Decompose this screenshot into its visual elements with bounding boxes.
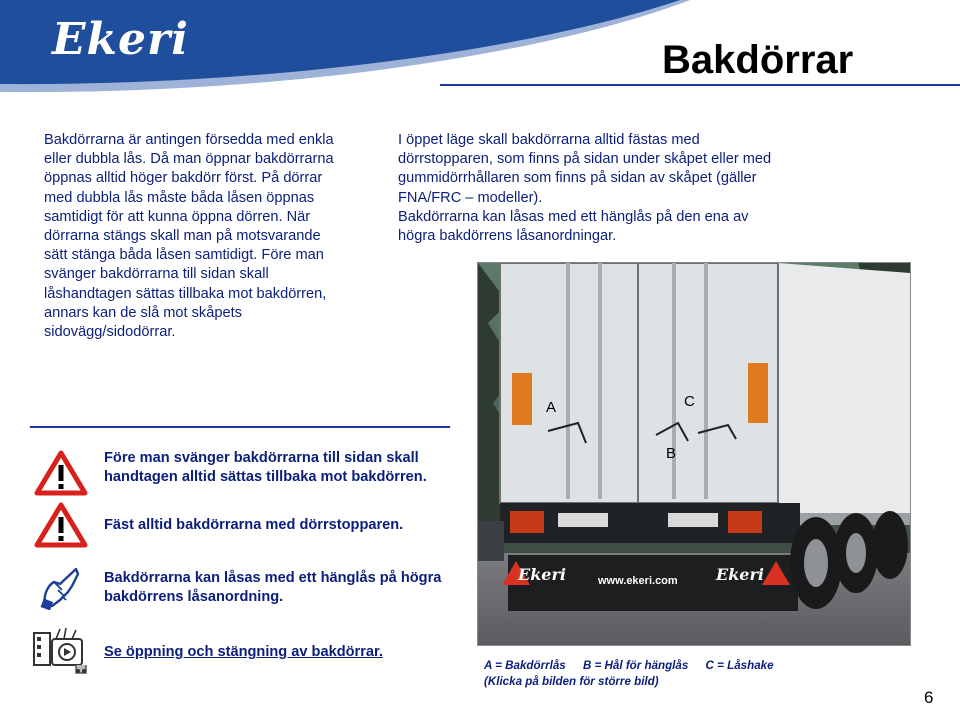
trailer-rear-photo[interactable]: [477, 262, 911, 646]
warning-handles-text: Före man svänger bakdörrarna till sidan skall handtagen alltid sättas tillbaka mot bakdörren.: [104, 450, 427, 486]
caption-b: B = Hål för hänglås: [582, 659, 689, 672]
door-stopper-paragraph: [398, 131, 788, 246]
ekeri-logo: Ekeri: [52, 14, 189, 65]
warning-triangle-icon: [34, 502, 88, 548]
caption-c: C = Låshake: [705, 659, 774, 672]
page-number: 6: [924, 688, 934, 707]
mudflap-logo-right: Ekeri: [716, 565, 764, 584]
section-divider: [30, 426, 450, 428]
trailer-illustration: [478, 263, 910, 645]
caption-legend: [484, 658, 788, 674]
photo-label-b: B: [666, 445, 677, 462]
page-title: Bakdörrar: [662, 38, 854, 82]
pointing-hand-icon: [40, 566, 82, 610]
padlock-text: Bakdörrarna kan låsas med ett hänglås på den ena av högra bakdörrens låsanordningar.: [398, 208, 749, 245]
video-player-icon[interactable]: [32, 625, 90, 675]
padlock-tip-text: Bakdörrarna kan låsas med ett hänglås på högra bakdörrens låsanordning.: [104, 570, 442, 606]
caption-a: A = Bakdörrlås: [484, 659, 566, 672]
mudflap-website: www.ekeri.com: [598, 575, 678, 587]
photo-label-c: C: [684, 393, 695, 410]
door-stopper-text: I öppet läge skall bakdörrarna alltid fästas med dörrstopparen, som finns på sidan under skåpet eller med gummidörrhållaren som finns på sidan av skåpet (gäller FNA/FRC – modeller).: [398, 132, 772, 206]
photo-caption: [484, 658, 788, 690]
mudflap-logo-left: Ekeri: [518, 565, 566, 584]
warning-door-stopper-text: Fäst alltid bakdörrarna med dörrstopparen.: [104, 517, 404, 533]
warning-triangle-icon: [34, 450, 88, 496]
photo-label-a: A: [546, 399, 557, 416]
caption-note: (Klicka på bilden för större bild): [484, 675, 659, 688]
title-rule: [440, 84, 960, 86]
open-close-video-link[interactable]: Se öppning och stängning av bakdörrar.: [104, 644, 383, 660]
intro-paragraph: Bakdörrarna är antingen försedda med enkla eller dubbla lås. Då man öppnar bakdörrarna öppnas alltid höger bakdörr först. På dörrar med dubbla lås måste båda låsen öppnas samtidigt för att kunna öppna dörren. När dörrarna stängs skall man på motsvarande sätt stänga båda låsen samtidigt. Före man svänger bakdörrarna till sidan skall låshandtagen sättas tillbaka mot bakdörren, annars kan de slå mot skåpets sidovägg/sidodörrar.: [44, 132, 334, 341]
